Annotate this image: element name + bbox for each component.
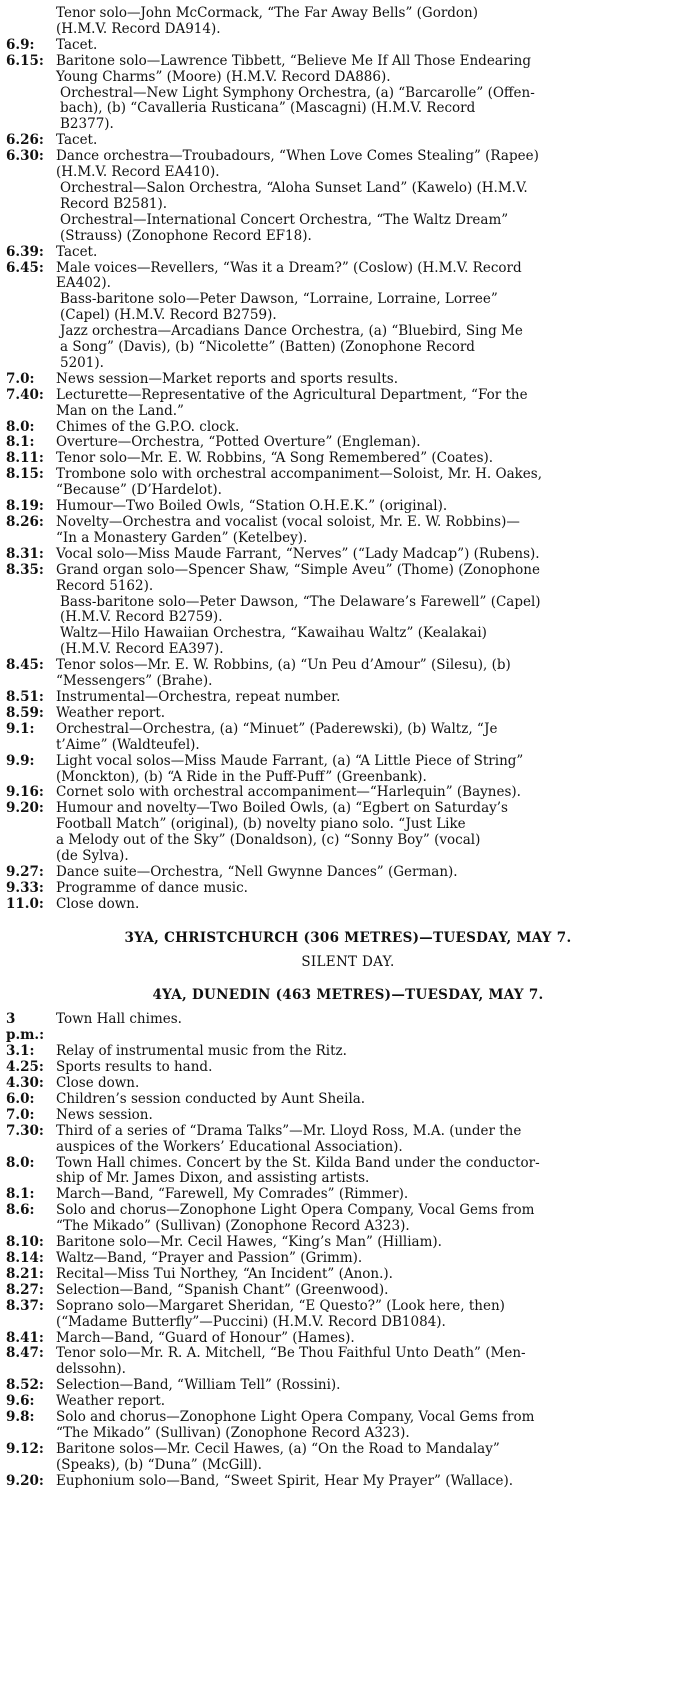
programme-item [6, 1442, 690, 1474]
programme-item [6, 1346, 690, 1378]
programme-item [6, 435, 690, 451]
programme-text: Close down. [56, 1075, 140, 1091]
programme-text: Waltz—Band, “Prayer and Passion” (Grimm). [56, 1249, 363, 1266]
programme-time: 8.1: [6, 1186, 35, 1203]
programme-text: Weather report. [56, 1393, 166, 1410]
programme-time: 6.39: [6, 243, 44, 260]
programme-time: 8.21: [6, 1265, 44, 1282]
programme-item [6, 515, 690, 547]
programme-text: Novelty—Orchestra and vocalist (vocal soloist, Mr. E. W. Robbins)— “In a Monastery Garden” (Ketelbey). [56, 514, 520, 546]
programme-text: Trombone solo with orchestral accompaniment—Soloist, Mr. H. Oakes, “Because” (D’Hardelot). [56, 466, 543, 499]
programme-item [6, 722, 690, 754]
programme-time: 8.26: [6, 514, 44, 530]
programme-time: 3 p.m.: [6, 1011, 45, 1044]
programme-text: Selection—Band, “Spanish Chant” (Greenwood). [56, 1281, 389, 1298]
programme-text: Sports results to hand. [56, 1059, 213, 1076]
programme-item [6, 881, 690, 897]
programme-time: 9.16: [6, 784, 44, 801]
programme-item [6, 1092, 690, 1108]
programme-item [6, 181, 690, 213]
programme-text: Baritone solo—Lawrence Tibbett, “Believe Me If All Those Endearing Young Charms” (Moore) (H.M.V. Record DA886). [56, 52, 531, 85]
programme-text: Programme of dance music. [56, 879, 248, 896]
programme-time: 9.20: [6, 1472, 44, 1489]
programme-text: March—Band, “Guard of Honour” (Hames). [56, 1329, 355, 1346]
programme-item [6, 754, 690, 786]
programme-item [6, 1156, 690, 1188]
section-heading-4ya: 4YA, DUNEDIN (463 METRES)—TUESDAY, MAY 7. [152, 987, 544, 1004]
programme-item [6, 706, 690, 722]
programme-item [6, 54, 690, 86]
programme-text: Orchestral—New Light Symphony Orchestra, (a) “Barcarolle” (Offen- bach), (b) “Cavalleria Rusticana” (Mascagni) (H.M.V. Record B2377). [60, 84, 535, 133]
section-subheading-3ya: SILENT DAY. [301, 953, 395, 970]
programme-item [6, 261, 690, 293]
programme-text: Light vocal solos—Miss Maude Farrant, (a) “A Little Piece of String” (Monckton), (b) “A Ride in the Puff-Puff” (Greenbank). [56, 752, 524, 785]
programme-item [6, 1378, 690, 1394]
programme-text: News session. [56, 1106, 153, 1123]
programme-time: 8.0: [6, 418, 35, 435]
programme-time: 7.0: [6, 1106, 35, 1123]
programme-text: Waltz—Hilo Hawaiian Orchestra, “Kawaihau Waltz” (Kealakai) (H.M.V. Record EA397). [60, 625, 487, 658]
programme-item [6, 865, 690, 881]
programme-time: 8.14: [6, 1249, 44, 1266]
programme-text: Tenor solos—Mr. E. W. Robbins, (a) “Un Peu d’Amour” (Silesu), (b) “Messengers” (Brahe). [56, 657, 511, 690]
programme-time: 6.15: [6, 52, 44, 69]
programme-time: 8.41: [6, 1329, 44, 1346]
programme-item [6, 324, 690, 372]
programme-time: 6.45: [6, 259, 44, 276]
programme-item [6, 1203, 690, 1235]
programme-text: Bass-baritone solo—Peter Dawson, “Lorraine, Lorraine, Lorree” (Capel) (H.M.V. Record B2759). [60, 291, 498, 324]
programme-time: 8.10: [6, 1234, 44, 1251]
programme-time: 9.20: [6, 800, 44, 817]
programme-item [6, 38, 690, 54]
programme-item [6, 626, 690, 658]
programme-time: 6.26: [6, 132, 44, 149]
programme-item [6, 1251, 690, 1267]
programme-text: Dance suite—Orchestra, “Nell Gwynne Dances” (German). [56, 863, 458, 880]
programme-item [6, 499, 690, 515]
programme-item [6, 1283, 690, 1299]
programme-time: 9.9: [6, 752, 35, 769]
programme-item [6, 690, 690, 706]
programme-item [6, 1108, 690, 1124]
programme-time: 8.47: [6, 1345, 44, 1362]
programme-text: Relay of instrumental music from the Ritz. [56, 1043, 347, 1060]
programme-item [6, 1331, 690, 1347]
programme-text: Grand organ solo—Spencer Shaw, “Simple Aveu” (Thome) (Zonophone Record 5162). [56, 561, 540, 594]
programme-time: 9.8: [6, 1409, 35, 1426]
programme-item [6, 451, 690, 467]
programme-time: 4.25: [6, 1059, 44, 1076]
programme-text: Vocal solo—Miss Maude Farrant, “Nerves” (“Lady Madcap”) (Rubens). [56, 545, 540, 562]
programme-item [6, 245, 690, 261]
programme-time: 9.33: [6, 879, 44, 896]
lead-entry [6, 6, 690, 38]
programme-time: 9.6: [6, 1393, 35, 1410]
programme-item [6, 213, 690, 245]
programme-text: Solo and chorus—Zonophone Light Opera Company, Vocal Gems from “The Mikado” (Sullivan) (Zonophone Record A323). [56, 1202, 535, 1235]
programme-text: Solo and chorus—Zonophone Light Opera Company, Vocal Gems from “The Mikado” (Sullivan) (Zonophone Record A323). [56, 1409, 535, 1441]
programme-item [6, 1060, 690, 1076]
programme-text: Tenor solo—Mr. E. W. Robbins, “A Song Remembered” (Coates). [56, 450, 494, 467]
programme-item [6, 1124, 690, 1156]
programme-item [6, 1299, 690, 1331]
programme-item [6, 547, 690, 563]
programme-item [6, 595, 690, 627]
programme-text: Humour—Two Boiled Owls, “Station O.H.E.K.” (original). [56, 498, 448, 515]
programme-item [6, 658, 690, 690]
programme-time: 8.11: [6, 450, 44, 467]
programme-text: Tacet. [56, 132, 98, 149]
programme-item [6, 372, 690, 388]
4ya-programme-list [6, 1012, 690, 1489]
programme-item [6, 420, 690, 436]
programme-time: 8.59: [6, 704, 44, 721]
programme-item [6, 801, 690, 865]
programme-item [6, 133, 690, 149]
programme-time: 9.12: [6, 1440, 44, 1457]
programme-time: 7.40: [6, 386, 44, 403]
programme-text: News session—Market reports and sports results. [56, 370, 399, 387]
programme-time: 8.6: [6, 1202, 35, 1219]
programme-time: 3.1: [6, 1043, 35, 1060]
programme-time: 8.1: [6, 434, 35, 451]
programme-item [6, 467, 690, 499]
programme-text: Lecturette—Representative of the Agricultural Department, “For the Man on the Land.” [56, 386, 528, 419]
programme-text: Jazz orchestra—Arcadians Dance Orchestra, (a) “Bluebird, Sing Me a Song” (Davis), (b) “Nicolette” (Batten) (Zonophone Record 5201). [60, 323, 523, 371]
programme-time: 7.0: [6, 370, 35, 387]
programme-text: Town Hall chimes. [56, 1011, 182, 1028]
programme-text: Selection—Band, “William Tell” (Rossini). [56, 1377, 341, 1394]
programme-time: 8.37: [6, 1297, 44, 1314]
programme-text: Overture—Orchestra, “Potted Overture” (Engleman). [56, 434, 421, 451]
programme-time: 7.30: [6, 1122, 44, 1139]
programme-text: Orchestral—Salon Orchestra, “Aloha Sunset Land” (Kawelo) (H.M.V. Record B2581). [60, 179, 528, 212]
section-heading-3ya: 3YA, CHRISTCHURCH (306 METRES)—TUESDAY, MAY 7. [124, 929, 572, 946]
programme-text: Baritone solos—Mr. Cecil Hawes, (a) “On the Road to Mandalay” (Speaks), (b) “Duna” (McGill). [56, 1440, 500, 1473]
programme-item [6, 292, 690, 324]
programme-text: Cornet solo with orchestral accompaniment—“Harlequin” (Baynes). [56, 784, 521, 801]
programme-text: Town Hall chimes. Concert by the St. Kilda Band under the conductor- ship of Mr. James Dixon, and assisting artists. [56, 1154, 540, 1187]
programme-time: 8.35: [6, 561, 44, 578]
programme-time: 8.52: [6, 1377, 44, 1394]
programme-time: 6.9: [6, 36, 35, 53]
programme-text: Close down. [56, 895, 140, 912]
programme-item [6, 785, 690, 801]
programme-text: Euphonium solo—Band, “Sweet Spirit, Hear My Prayer” (Wallace). [56, 1472, 514, 1489]
programme-time: 9.27: [6, 863, 44, 880]
programme-time: 8.51: [6, 688, 44, 705]
programme-time: 6.30: [6, 148, 44, 165]
programme-time: 11.0: [6, 895, 44, 912]
programme-time: 9.1: [6, 720, 35, 737]
programme-item [6, 1394, 690, 1410]
programme-text: Chimes of the G.P.O. clock. [56, 418, 240, 435]
programme-text: Baritone solo—Mr. Cecil Hawes, “King’s Man” (Hilliam). [56, 1234, 442, 1251]
programme-time: 6.0: [6, 1090, 35, 1107]
programme-time: 8.45: [6, 657, 44, 674]
programme-text: Weather report. [56, 704, 166, 721]
programme-time: 8.31: [6, 545, 44, 562]
programme-text: Children’s session conducted by Aunt Sheila. [56, 1090, 366, 1107]
programme-item [6, 86, 690, 134]
programme-text: Orchestral—Orchestra, (a) “Minuet” (Paderewski), (b) Waltz, “Je t’Aime” (Waldteufel). [56, 720, 498, 753]
programme-item [6, 149, 690, 181]
programme-time: 8.27: [6, 1281, 44, 1298]
programme-item [6, 1187, 690, 1203]
programme-text: Tacet. [56, 36, 98, 53]
programme-time: 8.0: [6, 1154, 35, 1171]
programme-item [6, 1474, 690, 1490]
programme-text: Third of a series of “Drama Talks”—Mr. Lloyd Ross, M.A. (under the auspices of the Workers’ Educational Association). [56, 1122, 522, 1155]
programme-item [6, 1235, 690, 1251]
programme-text: Orchestral—International Concert Orchestra, “The Waltz Dream” (Strauss) (Zonophone Record EF18). [60, 211, 509, 244]
programme-text: Bass-baritone solo—Peter Dawson, “The Delaware’s Farewell” (Capel) (H.M.V. Record B2759). [60, 593, 541, 626]
programme-text: Male voices—Revellers, “Was it a Dream?” (Coslow) (H.M.V. Record EA402). [56, 259, 522, 292]
2ya-programme-list [6, 38, 690, 913]
programme-text: Soprano solo—Margaret Sheridan, “E Questo?” (Look here, then) (“Madame Butterfly”—Puccini) (H.M.V. Record DB1084). [56, 1297, 505, 1330]
programme-item [6, 1012, 690, 1044]
programme-item [6, 1076, 690, 1092]
programme-item [6, 1267, 690, 1283]
programme-item [6, 563, 690, 595]
programme-text: Tacet. [56, 243, 98, 260]
programme-item [6, 1410, 690, 1442]
programme-time: 4.30: [6, 1075, 44, 1091]
programme-time: 8.19: [6, 498, 44, 515]
programme-text: Dance orchestra—Troubadours, “When Love Comes Stealing” (Rapee) (H.M.V. Record EA410). [56, 148, 539, 181]
programme-item [6, 1044, 690, 1060]
programme-text: March—Band, “Farewell, My Comrades” (Rimmer). [56, 1186, 409, 1203]
programme-text: Instrumental—Orchestra, repeat number. [56, 688, 341, 705]
programme-item [6, 388, 690, 420]
programme-text: Humour and novelty—Two Boiled Owls, (a) “Egbert on Saturday’s Football Match” (original), (b) novelty piano solo. “Just Like a Melody out of the Sky” (Donaldson), (c) “Sonny Boy” (vocal) (de Sylva). [56, 800, 508, 865]
programme-time: 8.15: [6, 466, 44, 483]
programme-item [6, 897, 690, 913]
entry-text: Tenor solo—John McCormack, “The Far Away Bells” (Gordon) (H.M.V. Record DA914). [56, 5, 479, 37]
programme-text: Tenor solo—Mr. R. A. Mitchell, “Be Thou Faithful Unto Death” (Men- delssohn). [56, 1345, 526, 1378]
programme-text: Recital—Miss Tui Northey, “An Incident” (Anon.). [56, 1265, 393, 1282]
